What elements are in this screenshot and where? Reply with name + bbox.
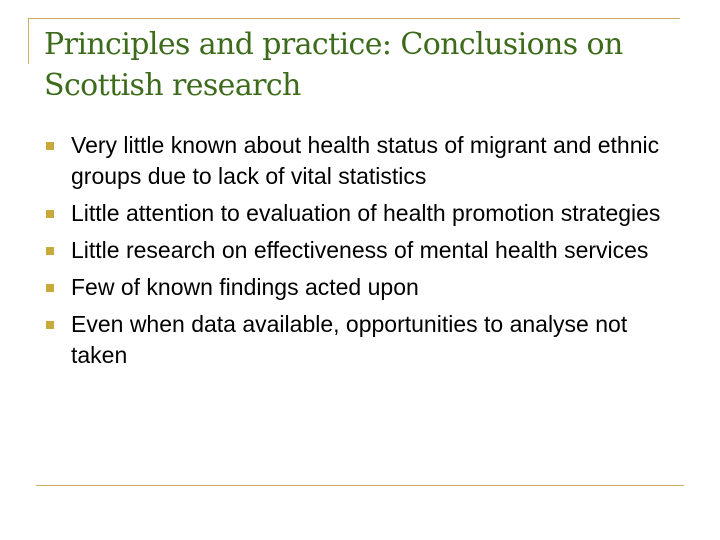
bullet-text: Very little known about health status of migrant and ethnic groups due to lack of vital statistics bbox=[71, 132, 660, 189]
bullet-text: Even when data available, opportunities to analyse not taken bbox=[71, 311, 628, 368]
square-bullet-icon bbox=[46, 142, 54, 150]
bullet-text: Few of known findings acted upon bbox=[71, 274, 419, 300]
square-bullet-icon bbox=[46, 247, 54, 255]
bullet-item bbox=[44, 130, 684, 192]
bullet-text: Little attention to evaluation of health promotion strategies bbox=[71, 200, 661, 226]
left-accent-line bbox=[28, 18, 29, 64]
bullet-item bbox=[44, 272, 684, 303]
bullet-item bbox=[44, 309, 684, 371]
bullet-item bbox=[44, 235, 684, 266]
top-divider bbox=[28, 18, 680, 19]
bottom-divider bbox=[36, 485, 684, 486]
bullet-list bbox=[44, 130, 684, 377]
square-bullet-icon bbox=[46, 284, 54, 292]
square-bullet-icon bbox=[46, 210, 54, 218]
square-bullet-icon bbox=[46, 321, 54, 329]
bullet-text: Little research on effectiveness of mental health services bbox=[71, 237, 649, 263]
bullet-item bbox=[44, 198, 684, 229]
slide-title: Principles and practice: Conclusions on Scottish research bbox=[44, 27, 623, 103]
